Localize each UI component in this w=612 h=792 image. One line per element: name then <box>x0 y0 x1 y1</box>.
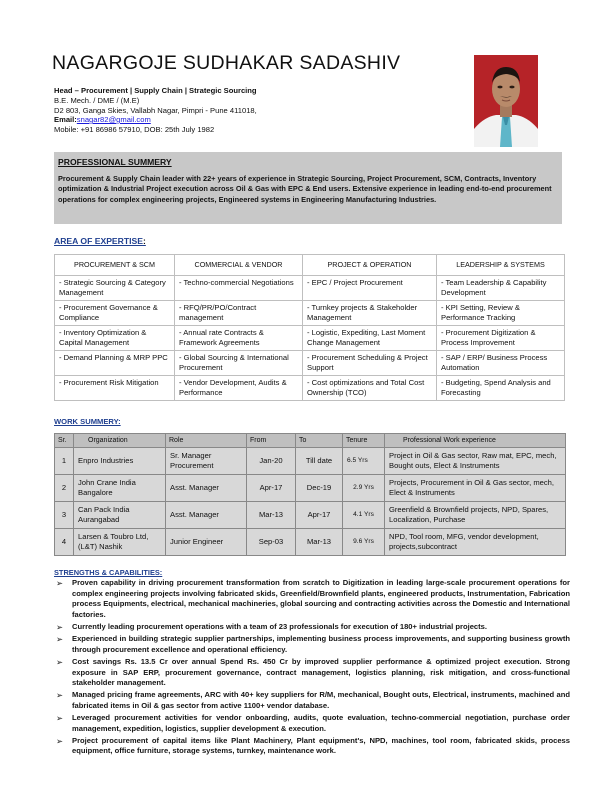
profile-photo <box>474 55 538 147</box>
summary-title: PROFESSIONAL SUMMERY <box>58 157 172 167</box>
expertise-title <box>54 236 146 246</box>
arrow-bullet-icon: ➢ <box>56 735 64 746</box>
email-label: Email: <box>54 115 77 124</box>
expertise-header: COMMERCIAL & VENDOR <box>175 255 303 276</box>
arrow-bullet-icon: ➢ <box>56 578 64 588</box>
expertise-cell: - Demand Planning & MRP PPC <box>55 351 175 376</box>
work-cell: Sep-03 <box>247 529 296 556</box>
portrait-image <box>474 55 538 147</box>
expertise-cell: - Procurement Scheduling & Project Support <box>303 351 437 376</box>
expertise-cell: - Procurement Digitization & Process Improvement <box>437 326 565 351</box>
work-header: Tenure <box>343 434 385 448</box>
expertise-cell: - Logistic, Expediting, Last Moment Change Management <box>303 326 437 351</box>
email-link[interactable]: snagar82@gmail.com <box>76 115 151 124</box>
work-header: Sr. <box>55 434 74 448</box>
strength-text: Leveraged procurement activities for vendor onboarding, audits, quote evaluation, techno-commercial negotiation, purchase order management, expedition, logistics, supplier development & execution. <box>72 712 570 733</box>
expertise-row <box>55 301 565 326</box>
strength-text: Cost savings Rs. 13.5 Cr over annual Spend Rs. 450 Cr by improved supplier performance & optimized project execution. Strong exposure in SAP ERP, procurement governance, contract management, logistics planning, risk mitigation, and cross-functional stakeholder management. <box>72 656 570 688</box>
list-item <box>54 713 570 734</box>
expertise-row <box>55 351 565 376</box>
mobile-dob: Mobile: +91 86986 57910, DOB: 25th July 1982 <box>54 124 215 134</box>
arrow-bullet-icon: ➢ <box>56 634 64 645</box>
work-cell: Larsen & Toubro Ltd, (L&T) Nashik <box>74 529 166 556</box>
work-cell: 4.1 Yrs <box>343 502 385 529</box>
work-header-row <box>55 434 566 448</box>
email-line <box>54 115 151 124</box>
list-item <box>54 622 570 633</box>
work-header: From <box>247 434 296 448</box>
work-header: To <box>296 434 343 448</box>
work-cell: 3 <box>55 502 74 529</box>
list-item <box>54 657 570 689</box>
list-item <box>54 578 570 621</box>
work-cell: Project in Oil & Gas sector, Raw mat, EPC, mech, Bought outs, Elect & Instruments <box>385 448 566 475</box>
summary-text: Procurement & Supply Chain leader with 22+ years of experience in Strategic Sourcing, Project Procurement, SCM, Contracts, Inventory optimization & Industrial Project execution across Oil & Gas with EPC & End users. Extensive experience in leading end-to-end procurement operations for complex engineering projects, Engineered systems in Engineering Manufacturing Industries. <box>58 174 552 204</box>
arrow-bullet-icon: ➢ <box>56 656 64 667</box>
work-cell: Mar-13 <box>247 502 296 529</box>
work-cell: Apr-17 <box>247 475 296 502</box>
expertise-cell: - Team Leadership & Capability Development <box>437 276 565 301</box>
expertise-header: PROCUREMENT & SCM <box>55 255 175 276</box>
work-cell: Greenfield & Brownfield projects, NPD, Spares, Localization, Purchase <box>385 502 566 529</box>
work-cell: Enpro Industries <box>74 448 166 475</box>
list-item <box>54 634 570 655</box>
expertise-cell: - KPI Setting, Review & Performance Tracking <box>437 301 565 326</box>
work-cell: Can Pack India Aurangabad <box>74 502 166 529</box>
expertise-cell: - Strategic Sourcing & Category Management <box>55 276 175 301</box>
expertise-title-text: AREA OF EXPERTISE <box>54 236 143 246</box>
strengths-list <box>54 578 570 758</box>
work-cell: Asst. Manager <box>166 502 247 529</box>
strength-text: Proven capability in driving procurement transformation from scratch to Digitization in leading large-scale procurement operations for complex engineering projects involving fabricated skids, Greenfield/Brownfield plants, engineered products, Instrumentation, Fabrication process Equipments, electrical, mechanical machineries, global sourcing and contracting activities across the Domestic and International factories. <box>72 578 570 620</box>
work-cell: Dec-19 <box>296 475 343 502</box>
expertise-cell: - Inventory Optimization & Capital Management <box>55 326 175 351</box>
work-cell: Asst. Manager <box>166 475 247 502</box>
strength-text: Experienced in building strategic supplier partnerships, implementing business process improvements, and supporting business growth through procurement excellence and operational efficiency. <box>72 634 570 654</box>
work-cell: 4 <box>55 529 74 556</box>
strengths-title: STRENGTHS & CAPABILITIES: <box>54 568 163 577</box>
work-cell: 1 <box>55 448 74 475</box>
work-cell: 2.9 Yrs <box>343 475 385 502</box>
arrow-bullet-icon: ➢ <box>56 622 64 633</box>
arrow-bullet-icon: ➢ <box>56 690 64 701</box>
work-row <box>55 448 566 475</box>
expertise-cell: - SAP / ERP/ Business Process Automation <box>437 351 565 376</box>
work-row <box>55 475 566 502</box>
address: D2 803, Ganga Skies, Vallabh Nagar, Pimpri - Pune 411018, <box>54 105 257 115</box>
work-cell: Junior Engineer <box>166 529 247 556</box>
expertise-cell: - Turnkey projects & Stakeholder Management <box>303 301 437 326</box>
work-cell: Till date <box>296 448 343 475</box>
work-cell: Jan-20 <box>247 448 296 475</box>
expertise-cell: - Annual rate Contracts & Framework Agreements <box>175 326 303 351</box>
expertise-cell: - Global Sourcing & International Procurement <box>175 351 303 376</box>
work-cell: NPD, Tool room, MFG, vendor development, projects,subcontract <box>385 529 566 556</box>
work-cell: Mar-13 <box>296 529 343 556</box>
list-item <box>54 736 570 757</box>
expertise-cell: - Procurement Governance & Compliance <box>55 301 175 326</box>
expertise-row <box>55 326 565 351</box>
work-summary-table <box>54 433 566 556</box>
work-row <box>55 529 566 556</box>
work-cell: Projects, Procurement in Oil & Gas sector, mech, Elect & Instruments <box>385 475 566 502</box>
arrow-bullet-icon: ➢ <box>56 712 64 723</box>
expertise-title-colon: : <box>142 236 146 246</box>
professional-summary-section <box>54 152 562 224</box>
work-row <box>55 502 566 529</box>
work-header: Role <box>166 434 247 448</box>
strength-text: Currently leading procurement operations with a team of 23 professionals for execution of 180+ industrial projects. <box>72 622 488 632</box>
expertise-cell: - RFQ/PR/PO/Contract management <box>175 301 303 326</box>
expertise-cell: - Vendor Development, Audits & Performance <box>175 376 303 401</box>
headline: Head – Procurement | Supply Chain | Strategic Sourcing <box>54 86 257 95</box>
expertise-header: PROJECT & OPERATION <box>303 255 437 276</box>
work-cell: John Crane India Bangalore <box>74 475 166 502</box>
expertise-cell: - Cost optimizations and Total Cost Ownership (TCO) <box>303 376 437 401</box>
work-cell: 2 <box>55 475 74 502</box>
work-cell: Sr. Manager Procurement <box>166 448 247 475</box>
candidate-name: NAGARGOJE SUDHAKAR SADASHIV <box>52 52 401 74</box>
education: B.E. Mech. / DME / (M.E) <box>54 96 140 105</box>
expertise-cell: - EPC / Project Procurement <box>303 276 437 301</box>
work-cell: 9.6 Yrs <box>343 529 385 556</box>
expertise-header-row <box>55 255 565 276</box>
list-item <box>54 690 570 711</box>
expertise-row <box>55 376 565 401</box>
expertise-header: LEADERSHIP & SYSTEMS <box>437 255 565 276</box>
work-cell: 6.5 Yrs <box>343 448 385 475</box>
expertise-cell: - Techno-commercial Negotiations <box>175 276 303 301</box>
work-cell: Apr-17 <box>296 502 343 529</box>
expertise-cell: - Procurement Risk Mitigation <box>55 376 175 401</box>
expertise-table <box>54 254 565 401</box>
expertise-row <box>55 276 565 301</box>
strength-text: Managed pricing frame agreements, ARC with 40+ key suppliers for R/M, mechanical, Bought outs, Electrical, instruments, machined and fabricated items in Oil & gas sector from active 1100+ vendor database. <box>72 690 570 710</box>
expertise-cell: - Budgeting, Spend Analysis and Forecasting <box>437 376 565 401</box>
work-summary-title: WORK SUMMERY: <box>54 417 121 426</box>
work-header: Professional Work experience <box>385 434 566 448</box>
work-header: Organization <box>74 434 166 448</box>
strength-text: Project procurement of capital items like Plant Machinery, Plant equipment's, NPD, machines, tool room, fabricated skids, process equipment, office furniture, storage systems, turnkey, maintenance work. <box>72 735 570 756</box>
